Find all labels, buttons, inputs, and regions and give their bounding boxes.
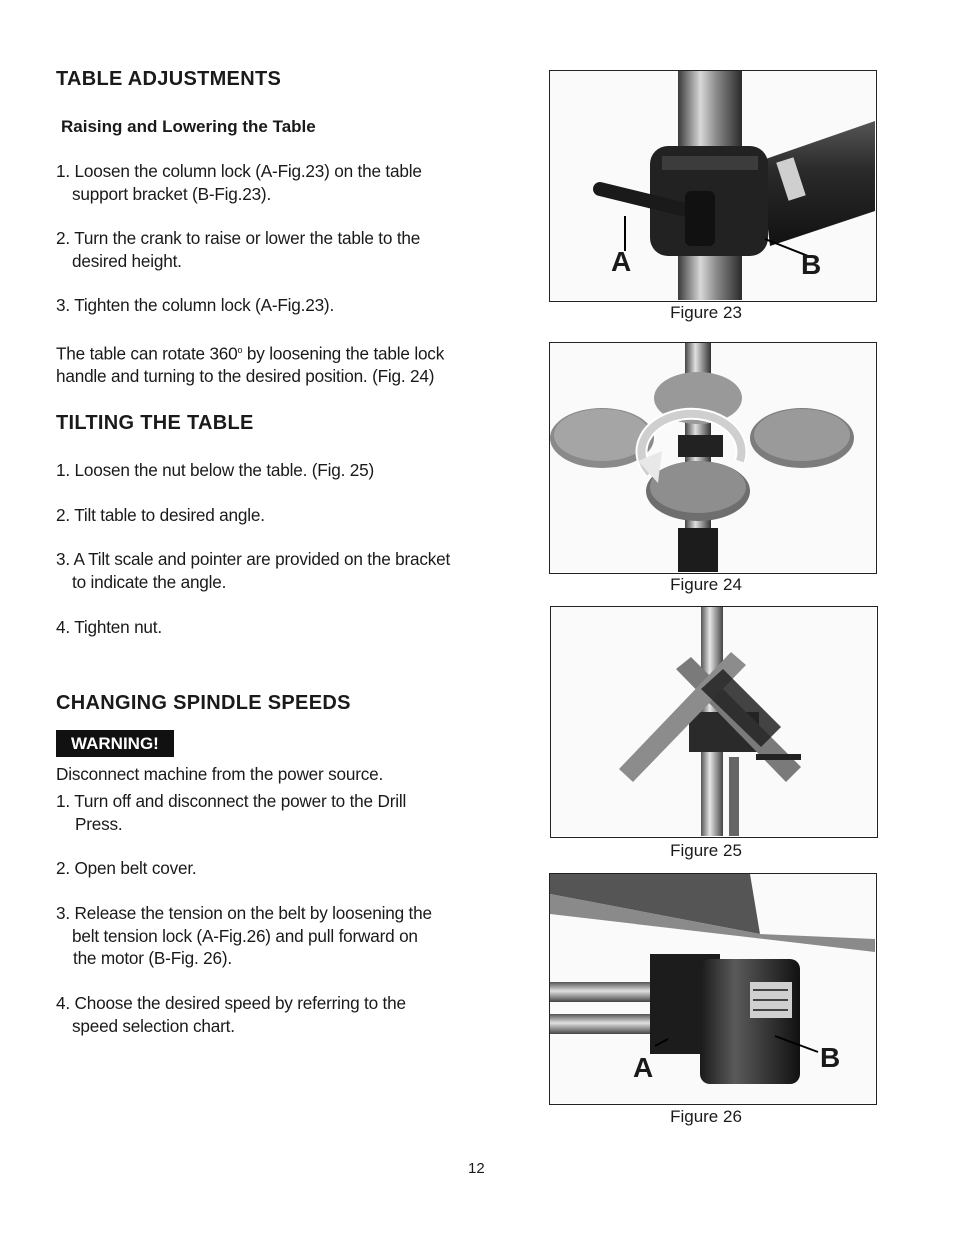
speed-step-1-line1: 1. Turn off and disconnect the power to the Drill [56,791,407,811]
tilt-step-4: 4. Tighten nut. [56,617,162,637]
speed-step-4 [56,992,406,1037]
fig26-label-b: B [820,1042,841,1073]
table-tilt-illustration [551,607,876,836]
raise-step-2-line2: desired height. [72,250,182,271]
figure-26-caption: Figure 26 [670,1107,742,1126]
fig23-label-a: A [611,246,632,277]
table-rotation-illustration [550,343,875,572]
tilt-step-1: 1. Loosen the nut below the table. (Fig. 25) [56,460,374,480]
disconnect-note: Disconnect machine from the power source. [56,764,384,784]
figure-25-image [550,606,878,838]
figure-23-image [549,70,877,302]
page-number: 12 [468,1160,485,1177]
tilt-step-2: 2. Tilt table to desired angle. [56,505,265,525]
speed-step-3-line2: belt tension lock (A-Fig.26) and pull forward on [72,925,418,946]
subtitle-raising-lowering: Raising and Lowering the Table [61,117,316,136]
warning-badge: WARNING! [56,730,174,757]
fig26-label-a: A [633,1052,654,1083]
speed-step-4-line1: 4. Choose the desired speed by referring to the [56,993,406,1013]
speed-step-2: 2. Open belt cover. [56,858,197,878]
tilt-step-3-line2: to indicate the angle. [72,571,227,592]
degree-superscript: o [237,345,243,355]
raise-step-1-line1: 1. Loosen the column lock (A-Fig.23) on the table [56,161,422,181]
speed-step-3-line1: 3. Release the tension on the belt by loosening the [56,903,432,923]
speed-step-1-line2: Press. [75,813,123,834]
raise-step-1 [56,160,422,205]
fig23-label-b: B [801,249,822,280]
column-lock-illustration [550,71,875,300]
speed-step-3 [56,902,432,970]
speed-step-4-line2: speed selection chart. [72,1015,235,1036]
section-title-table-adjustments: TABLE ADJUSTMENTS [56,68,282,90]
speed-step-1 [56,790,406,835]
figure-23-caption: Figure 23 [670,303,742,322]
section-title-spindle-speeds: CHANGING SPINDLE SPEEDS [56,692,351,714]
rotate-note-line2: handle and turning to the desired position. (Fig. 24) [56,366,435,387]
rotate-note-text-2: by loosening the table lock [242,343,445,364]
raise-step-1-line2: support bracket (B-Fig.23). [72,183,272,204]
rotate-note [56,339,444,388]
section-title-tilting: TILTING THE TABLE [56,412,254,434]
tilt-step-3-line1: 3. A Tilt scale and pointer are provided on the bracket [56,549,451,569]
figure-24-image [549,342,877,574]
rotate-note-text-1: The table can rotate 360 [56,343,238,364]
figure-24-caption: Figure 24 [670,575,742,594]
raise-step-3: 3. Tighten the column lock (A-Fig.23). [56,295,335,315]
raise-step-2-line1: 2. Turn the crank to raise or lower the table to the [56,228,421,248]
raise-step-2 [56,227,420,272]
tilt-step-3 [56,548,450,593]
figure-25-caption: Figure 25 [670,841,742,860]
speed-step-3-line3: the motor (B-Fig. 26). [73,948,232,968]
